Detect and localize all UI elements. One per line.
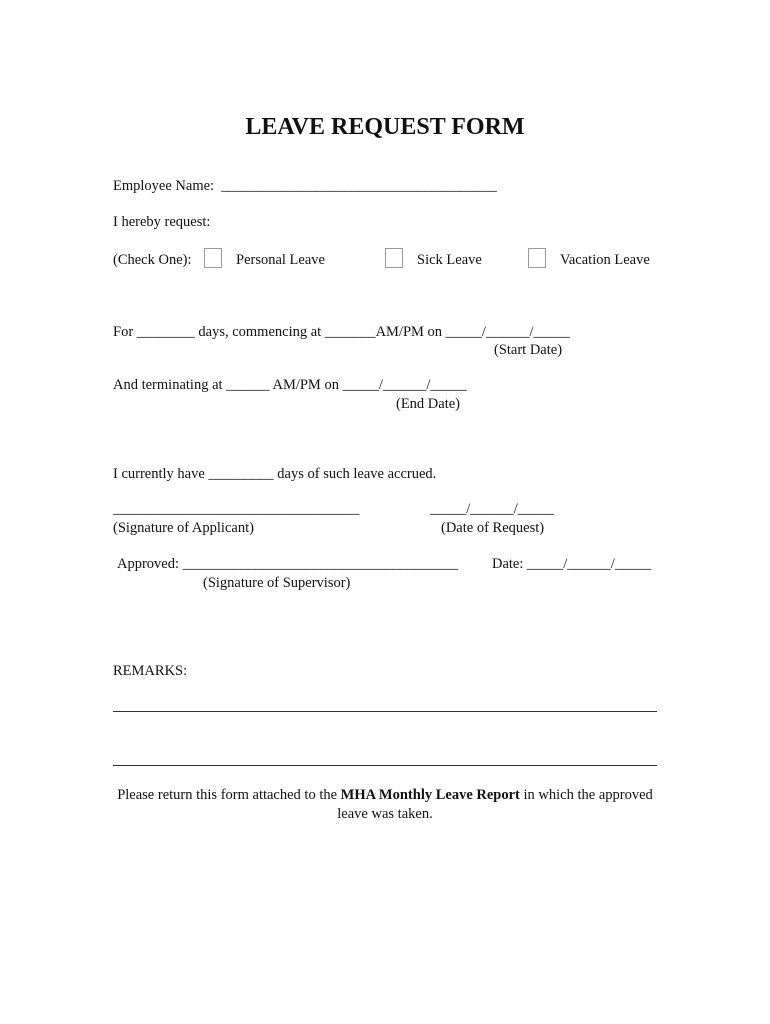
employee-name-field[interactable]: Employee Name: ______________________________________ (113, 178, 497, 194)
note-suffix: in which the approved leave was taken. (337, 787, 653, 822)
approval-signature-field[interactable]: Approved: ______________________________________ (117, 556, 459, 572)
sick-leave-label: Sick Leave (417, 252, 482, 268)
remarks-line-1[interactable] (113, 711, 657, 712)
personal-leave-label: Personal Leave (236, 252, 325, 268)
end-date-caption: (End Date) (396, 396, 461, 412)
sick-leave-checkbox[interactable] (385, 248, 403, 268)
note-prefix: Please return this form attached to the (117, 787, 341, 803)
approval-date-field[interactable]: Date: _____/______/_____ (492, 556, 652, 572)
leave-accrued-field[interactable]: I currently have _________ days of such leave accrued. (113, 466, 437, 482)
applicant-signature-field[interactable]: __________________________________ (113, 501, 360, 517)
applicant-signature-caption: (Signature of Applicant) (113, 520, 254, 536)
monthly-leave-report-name: MHA Monthly Leave Report (340, 787, 520, 803)
vacation-leave-checkbox[interactable] (528, 248, 546, 268)
start-date-caption: (Start Date) (494, 342, 563, 358)
leave-duration-field[interactable]: For ________ days, commencing at _______AM/PM on _____/______/_____ (113, 324, 570, 340)
remarks-label: REMARKS: (113, 663, 188, 679)
termination-field[interactable]: And terminating at ______ AM/PM on _____/______/_____ (113, 377, 467, 393)
page-title: LEAVE REQUEST FORM (245, 114, 525, 140)
vacation-leave-label: Vacation Leave (560, 252, 650, 268)
request-date-caption: (Date of Request) (441, 520, 545, 536)
check-one-label: (Check One): (113, 252, 192, 268)
return-instruction-note (113, 786, 657, 824)
request-date-field[interactable]: _____/______/_____ (430, 501, 555, 517)
personal-leave-checkbox[interactable] (204, 248, 222, 268)
request-intro-text: I hereby request: (113, 214, 211, 230)
supervisor-signature-caption: (Signature of Supervisor) (203, 575, 351, 591)
remarks-line-2[interactable] (113, 765, 657, 766)
